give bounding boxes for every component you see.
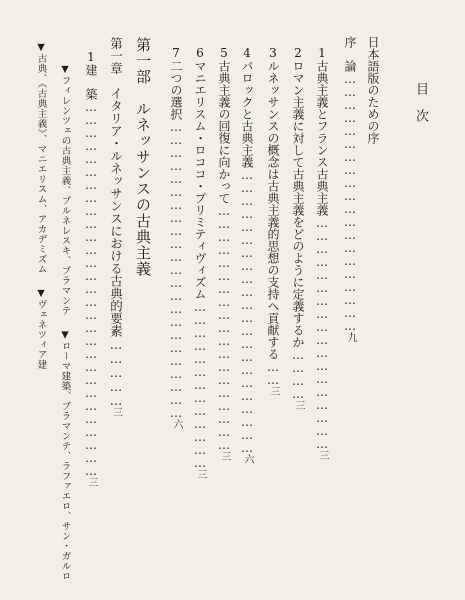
entry-label: 建 築: [84, 64, 98, 100]
toc-entry-intro-4[interactable]: [241, 46, 253, 526]
leader-dots: …………………………………………………: [217, 204, 231, 451]
toc-entry-intro-1[interactable]: [316, 46, 328, 526]
entry-label: バロックと古典主義: [240, 60, 254, 168]
entry-label: 序 論: [343, 36, 357, 72]
toc-title: 目次: [413, 82, 428, 136]
entry-number: 5: [217, 46, 231, 60]
subnote-column-1: [60, 64, 70, 581]
entry-label: 第一章 イタリア・ルネッサンスにおける古典的要素: [108, 37, 124, 337]
leader-dots: ………………………………………………: [315, 216, 329, 450]
leader-dots: ……: [266, 360, 280, 386]
leader-dots: …………………………………………………………: [240, 168, 254, 454]
page-number: 六: [242, 454, 253, 464]
page-number: 三: [86, 477, 97, 487]
subnote: ▼古典、《古典主義》、マニエリスム、アカデミズム: [35, 42, 47, 274]
page-number: 三: [110, 407, 122, 417]
subnote-column-2: [36, 42, 46, 370]
toc-entry-intro-5[interactable]: [218, 46, 230, 526]
page-number: 六: [171, 419, 182, 429]
toc-entry-chapter-1[interactable]: [109, 37, 122, 527]
entry-number: 2: [291, 46, 305, 60]
toc-entry-intro-6[interactable]: [194, 46, 206, 526]
page-number: 三: [293, 400, 304, 410]
toc-entry-intro-7[interactable]: [170, 46, 182, 526]
part-heading[interactable]: 第一部 ルネッサンスの古典主義: [134, 37, 152, 277]
page-number: 九: [345, 332, 356, 342]
entry-label: ロマン主義に対して古典主義をどのように定義するか: [291, 60, 305, 348]
entry-number: 1: [84, 50, 98, 64]
leader-dots: ……………………………………………………: [343, 72, 357, 332]
entry-label: 古典主義の回復に向かって: [217, 60, 231, 204]
page-number: 三: [317, 450, 328, 460]
leader-dots: ……………………………………………………………………………: [84, 100, 98, 477]
leader-dots: ……………: [108, 337, 124, 407]
entry-number: 4: [240, 46, 254, 60]
entry-number: 6: [193, 46, 207, 60]
entry-number: 3: [266, 46, 280, 60]
entry-label: ルネッサンスの概念は古典主義的思想の支持へ貢献する: [266, 60, 280, 360]
entry-number: 7: [169, 46, 183, 60]
toc-entry-intro-3[interactable]: [267, 46, 279, 526]
subnote: ▼ローマ建築、ブラマンテ、ラファエロ、サン・ガルロ: [59, 329, 71, 581]
toc-entry-intro-2[interactable]: [292, 46, 304, 526]
leader-dots: …………………………………: [193, 300, 207, 469]
page-number: 三: [219, 451, 230, 461]
subnote: ▼ヴェネツィア建: [35, 288, 47, 370]
toc-entry-preface[interactable]: [367, 36, 379, 526]
page-number: 三: [195, 469, 206, 479]
toc-entry-section-1[interactable]: [85, 50, 97, 530]
toc-entry-introduction[interactable]: [344, 36, 356, 526]
entry-number: 1: [315, 46, 329, 60]
leader-dots: …………: [291, 348, 305, 400]
subnote: ▼フィレンツェの古典主義、ブルネレスキ、ブラマンテ: [59, 64, 71, 316]
entry-label: 二つの選択: [169, 60, 183, 120]
entry-label: マニエリスム・ロココ・プリミティヴィズム: [193, 60, 207, 300]
entry-label: 古典主義とフランス古典主義: [315, 60, 329, 216]
page-number: 三: [268, 386, 279, 396]
leader-dots: ……………………………………………………………: [169, 120, 183, 419]
entry-label: 日本語版のための序: [366, 36, 380, 144]
